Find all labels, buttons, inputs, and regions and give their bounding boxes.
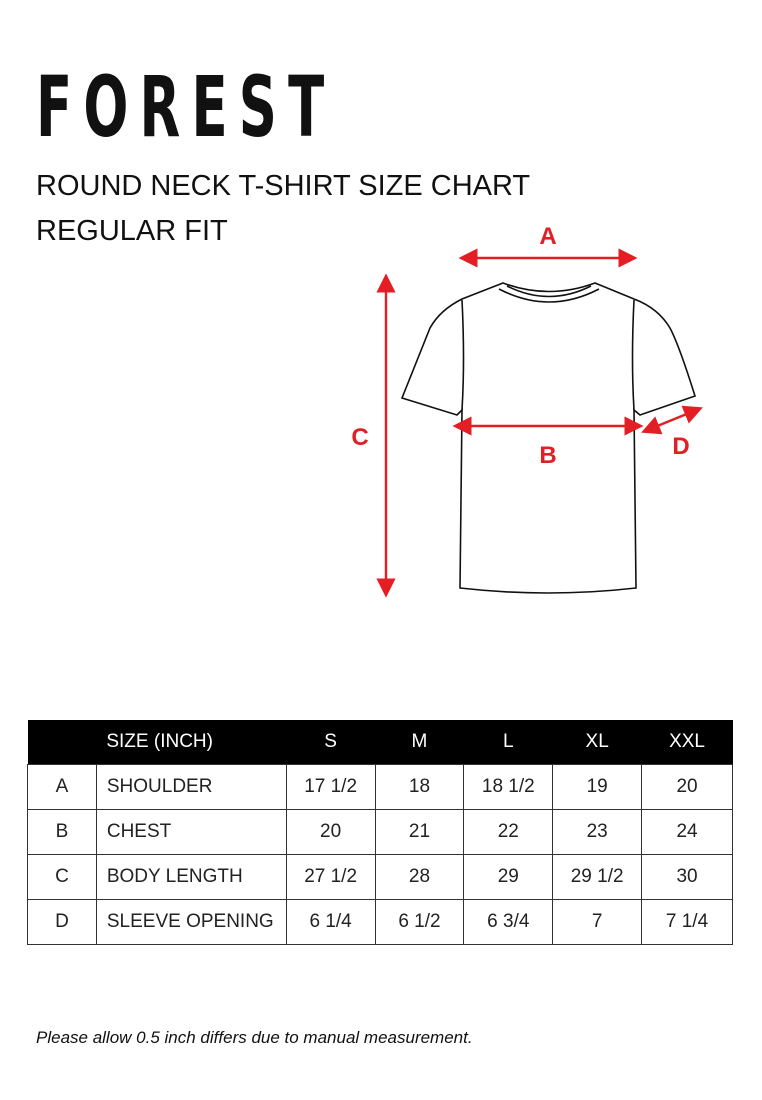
row-name: BODY LENGTH — [96, 855, 286, 900]
table-row — [28, 810, 733, 855]
table-cell: 18 — [375, 765, 464, 810]
row-name: SLEEVE OPENING — [96, 900, 286, 945]
table-cell: 21 — [375, 810, 464, 855]
table-cell: 29 — [464, 855, 553, 900]
label-d: D — [672, 433, 690, 460]
size-table — [27, 720, 733, 945]
tshirt-outline — [402, 283, 695, 593]
label-b: B — [539, 442, 557, 469]
table-cell: 6 3/4 — [464, 900, 553, 945]
label-c: C — [351, 424, 369, 451]
table-cell: 20 — [642, 765, 733, 810]
table-cell: 17 1/2 — [286, 765, 375, 810]
header-size: L — [464, 720, 553, 765]
table-cell: 29 1/2 — [553, 855, 642, 900]
table-cell: 7 — [553, 900, 642, 945]
table-cell: 28 — [375, 855, 464, 900]
row-code: D — [28, 900, 97, 945]
table-row — [28, 900, 733, 945]
table-cell: 27 1/2 — [286, 855, 375, 900]
table-row — [28, 855, 733, 900]
header-size: XL — [553, 720, 642, 765]
table-cell: 23 — [553, 810, 642, 855]
row-code: C — [28, 855, 97, 900]
row-name: CHEST — [96, 810, 286, 855]
tshirt-diagram — [330, 215, 730, 615]
header-size: XXL — [642, 720, 733, 765]
header-size: M — [375, 720, 464, 765]
table-cell: 6 1/2 — [375, 900, 464, 945]
measurement-note: Please allow 0.5 inch differs due to manual measurement. — [36, 1028, 473, 1047]
table-header-row — [28, 720, 733, 765]
row-code: A — [28, 765, 97, 810]
table-cell: 19 — [553, 765, 642, 810]
fit-label: REGULAR FIT — [36, 215, 228, 247]
table-cell: 20 — [286, 810, 375, 855]
table-cell: 18 1/2 — [464, 765, 553, 810]
row-name: SHOULDER — [96, 765, 286, 810]
header-size: S — [286, 720, 375, 765]
arrow-d — [650, 411, 694, 429]
header-size-label: SIZE (INCH) — [96, 720, 286, 765]
header-code-cell — [28, 720, 97, 765]
table-cell: 24 — [642, 810, 733, 855]
row-code: B — [28, 810, 97, 855]
label-a: A — [539, 223, 557, 250]
chart-title: ROUND NECK T-SHIRT SIZE CHART — [36, 170, 531, 202]
table-row — [28, 765, 733, 810]
table-cell: 22 — [464, 810, 553, 855]
brand-logo: FOREST — [36, 58, 336, 156]
table-cell: 6 1/4 — [286, 900, 375, 945]
table-cell: 7 1/4 — [642, 900, 733, 945]
table-cell: 30 — [642, 855, 733, 900]
